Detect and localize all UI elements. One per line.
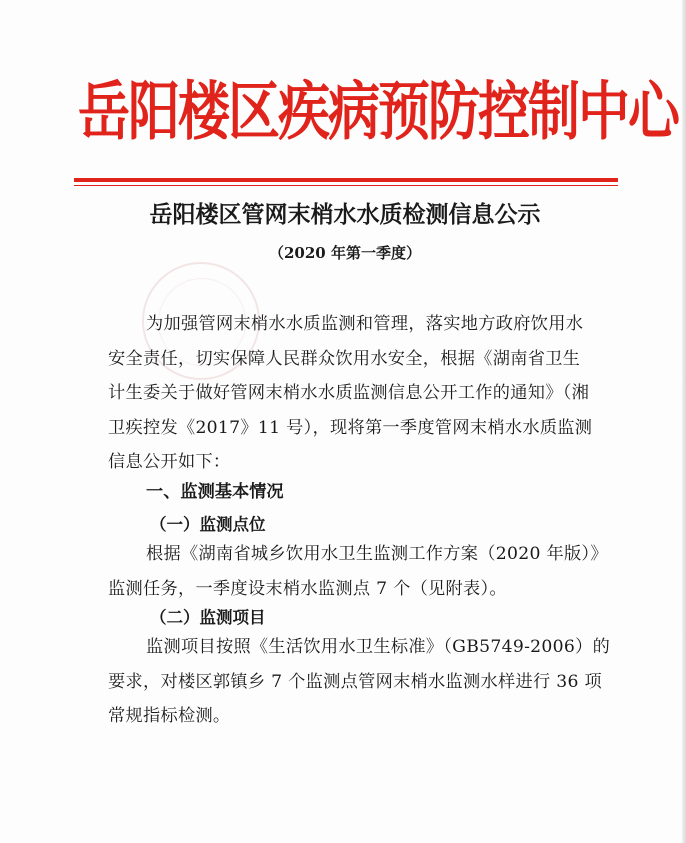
- paragraph-line: 根据《湖南省城乡饮用水卫生监测工作方案（2020 年版）》: [146, 544, 608, 564]
- intro-line: 安全责任，切实保障人民群众饮用水安全，根据《湖南省卫生: [108, 348, 581, 369]
- intro-line: 卫疾控发《2017》11 号），现将第一季度管网末梢水水质监测: [108, 417, 593, 438]
- intro-line: 计生委关于做好管网末梢水水质监测信息公开工作的通知》（湘: [108, 383, 590, 403]
- intro-line: 为加强管网末梢水水质监测和管理，落实地方政府饮用水: [146, 314, 584, 334]
- header-rule-thick: [74, 178, 618, 182]
- monitoring-items-paragraph: [108, 630, 611, 734]
- subsection-heading-monitoring-points: （一）监测点位: [150, 515, 266, 534]
- paragraph-line: 监测项目按照《生活饮用水卫生标准》（GB5749-2006）的: [146, 637, 611, 657]
- header-rule-thin: [74, 185, 618, 186]
- document-title: 岳阳楼区管网末梢水水质检测信息公示: [149, 201, 541, 228]
- subsection-heading-monitoring-items: （二）监测项目: [150, 608, 266, 627]
- intro-paragraph: [108, 307, 608, 480]
- intro-line: 信息公开如下：: [108, 452, 231, 472]
- paragraph-line: 监测任务，一季度设末梢水监测点 7 个（见附表）。: [108, 578, 507, 599]
- document-subtitle: （2020 年第一季度）: [269, 244, 421, 262]
- paragraph-line: 常规指标检测。: [108, 706, 231, 726]
- paragraph-line: 要求，对楼区郭镇乡 7 个监测点管网末梢水监测水样进行 36 项: [108, 671, 602, 692]
- section-heading-monitoring-overview: 一、监测基本情况: [146, 482, 284, 502]
- scan-edge: [682, 0, 686, 843]
- monitoring-points-paragraph: [108, 537, 608, 606]
- organization-header: 岳阳楼区疾病预防控制中心: [78, 75, 679, 150]
